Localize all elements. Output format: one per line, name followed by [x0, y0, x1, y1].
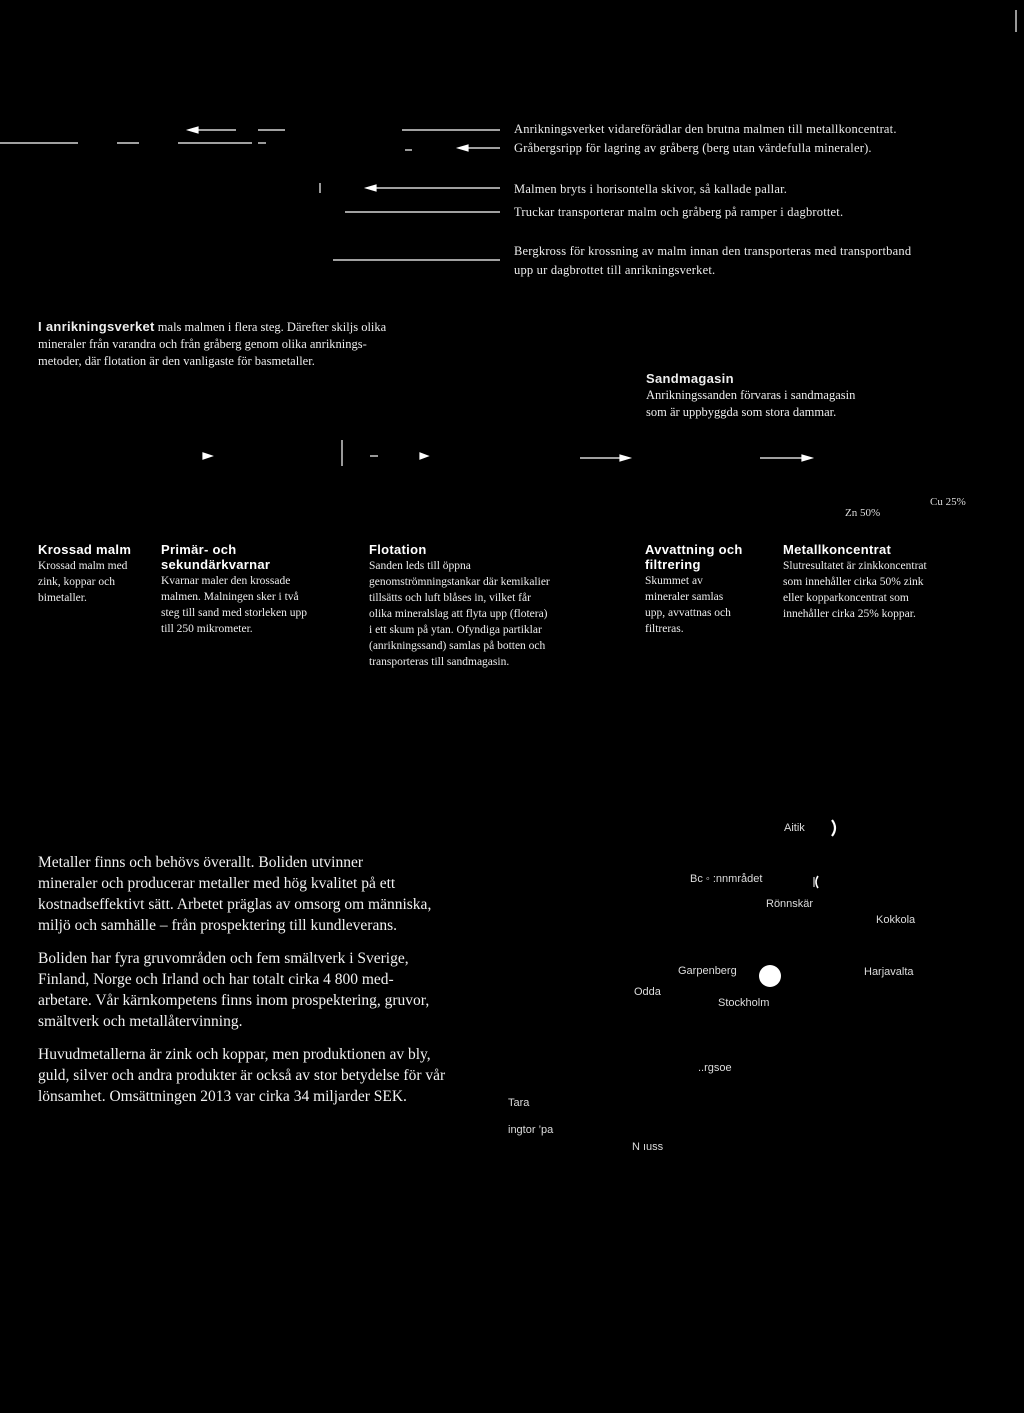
step-kvarnar-line: Kvarnar maler den krossade — [161, 575, 291, 587]
step-kvarnar-title: Primär- och — [161, 542, 237, 557]
step-avvattning-line: upp, avvattnas och — [645, 607, 731, 619]
step-krossad-malm-title: Krossad malm — [38, 542, 132, 557]
callout-truckar: Truckar transporterar malm och gråberg på ramper i dagbrottet. — [514, 205, 844, 219]
intro-paragraph-1 — [38, 852, 508, 936]
step-krossad-malm-line: bimetaller. — [38, 592, 87, 604]
intro-line: kostnadseffektivt sätt. Arbetet präglas av omsorg om människa, — [38, 896, 432, 913]
callout-bergkross-1: Bergkross för krossning av malm innan den transporteras med transportband — [514, 244, 912, 258]
sandmagasin-text-1: Anrikningssanden förvaras i sandmagasin — [646, 388, 856, 402]
step-kvarnar — [161, 542, 351, 637]
step-kvarnar-title-2: sekundärkvarnar — [161, 557, 271, 572]
step-krossad-malm — [38, 542, 153, 606]
intro-line: Metaller finns och behövs överallt. Boliden utvinner — [38, 854, 363, 871]
map-label-tara: Tara — [508, 1097, 530, 1109]
map-label-garpenberg: Garpenberg — [678, 965, 737, 977]
step-metallkoncentrat — [783, 542, 983, 622]
map-label-kuss: Ν ıuss — [632, 1141, 664, 1153]
step-flotation-line: olika mineralslag att flyta upp (flotera) — [369, 608, 548, 620]
map-label-ronnskar: Rönnskär — [766, 898, 814, 910]
callout-bergkross-2: upp ur dagbrottet till anrikningsverket. — [514, 263, 716, 277]
anrikning-text-3: metoder, där flotation är den vanligaste för basmetaller. — [38, 354, 315, 368]
step-avvattning — [645, 542, 770, 637]
step-avvattning-line: Skummet av — [645, 575, 703, 587]
intro-line: lönsamhet. Omsättningen 2013 var cirka 34 miljarder SEK. — [38, 1088, 407, 1105]
sandmagasin-title: Sandmagasin — [646, 371, 734, 386]
intro-line: arbetare. Vår kärnkompetens finns inom prospektering, gruvor, — [38, 992, 430, 1009]
intro-line: Boliden har fyra gruvområden och fem smältverk i Sverige, — [38, 950, 409, 967]
intro-line: guld, silver och andra produkter är också av stor betydelse för vår — [38, 1067, 446, 1084]
step-avvattning-line: filtreras. — [645, 623, 684, 635]
sandmagasin-text-2: som är uppbyggda som stora dammar. — [646, 405, 837, 419]
step-flotation-line: i ett skum på ytan. Ofyndiga partiklar — [369, 624, 542, 636]
step-flotation-title: Flotation — [369, 542, 427, 557]
intro-line: Finland, Norge och Irland och har totalt cirka 4 800 med- — [38, 971, 394, 988]
step-metallkoncentrat-line: innehåller cirka 25% koppar. — [783, 608, 916, 620]
map-label-bolidenomradet-b: :nnmrådet — [712, 873, 763, 885]
map-label-kokkola: Kokkola — [876, 914, 916, 926]
intro-text — [38, 852, 508, 1119]
map-label-kingtor: ingtor ’pa — [508, 1124, 554, 1136]
map-label-stockholm: Stockholm — [718, 997, 770, 1009]
callout-grabergsripp: Gråbergsripp för lagring av gråberg (berg utan värdefulla mineraler). — [514, 141, 872, 155]
step-flotation-line: Sanden leds till öppna — [369, 560, 471, 572]
step-krossad-malm-line: zink, koppar och — [38, 576, 115, 588]
anrikning-text-2: mineraler från varandra och från gråberg genom olika anriknings- — [38, 337, 367, 351]
step-flotation — [369, 542, 609, 670]
sandmagasin-block — [646, 370, 906, 421]
intro-line: smältverk och metallåtervinning. — [38, 1013, 243, 1030]
step-flotation-line: (anrikningssand) samlas på botten och — [369, 640, 546, 652]
step-metallkoncentrat-line: som innehåller cirka 50% zink — [783, 576, 924, 588]
map-label-bolidenomradet-a: Bc — [690, 873, 703, 885]
map-label-odda: Odda — [634, 986, 661, 998]
anrikning-text-1: mals malmen i flera steg. Därefter skiljs olika — [157, 320, 387, 334]
cu-label: Cu 25% — [930, 496, 966, 508]
intro-line: miljö och samhälle – från prospektering till kundleverans. — [38, 917, 397, 934]
intro-paragraph-2 — [38, 948, 508, 1032]
intro-paragraph-3 — [38, 1044, 508, 1107]
step-flotation-line: tillsätts och luft blåses in, vilket får — [369, 592, 531, 604]
step-krossad-malm-line: Krossad malm med — [38, 560, 128, 572]
zn-label: Zn 50% — [845, 507, 881, 519]
step-kvarnar-line: steg till sand med storleken upp — [161, 607, 307, 619]
anrikning-paragraph — [38, 318, 458, 370]
map-label-bergsoe: ..rgsoe — [698, 1062, 732, 1074]
step-metallkoncentrat-title: Metallkoncentrat — [783, 542, 892, 557]
step-kvarnar-line: malmen. Malningen sker i två — [161, 591, 299, 603]
step-kvarnar-line: till 250 mikrometer. — [161, 623, 253, 635]
callout-pallar: Malmen bryts i horisontella skivor, så kallade pallar. — [514, 182, 788, 196]
map-label-bolidenomradet: Bc ◦ :nnmrådet — [690, 873, 763, 885]
callout-anrikningsverket: Anrikningsverket vidareförädlar den brutna malmen till metallkoncentrat. — [514, 122, 897, 136]
anrikning-title: I anrikningsverket — [38, 319, 155, 334]
step-flotation-line: genomströmningstankar där kemikalier — [369, 576, 550, 588]
step-avvattning-title-2: filtrering — [645, 557, 701, 572]
step-avvattning-line: mineraler samlas — [645, 591, 724, 603]
step-metallkoncentrat-line: eller kopparkoncentrat som — [783, 592, 909, 604]
intro-line: Huvudmetallerna är zink och koppar, men produktionen av bly, — [38, 1046, 431, 1063]
map-label-aitik: Aitik — [784, 822, 805, 834]
step-flotation-line: transporteras till sandmagasin. — [369, 656, 510, 668]
step-avvattning-title: Avvattning och — [645, 542, 743, 557]
intro-line: mineraler och producerar metaller med hög kvalitet på ett — [38, 875, 396, 892]
map-label-harjavalta: Harjavalta — [864, 966, 914, 978]
step-metallkoncentrat-line: Slutresultatet är zinkkoncentrat — [783, 560, 927, 572]
